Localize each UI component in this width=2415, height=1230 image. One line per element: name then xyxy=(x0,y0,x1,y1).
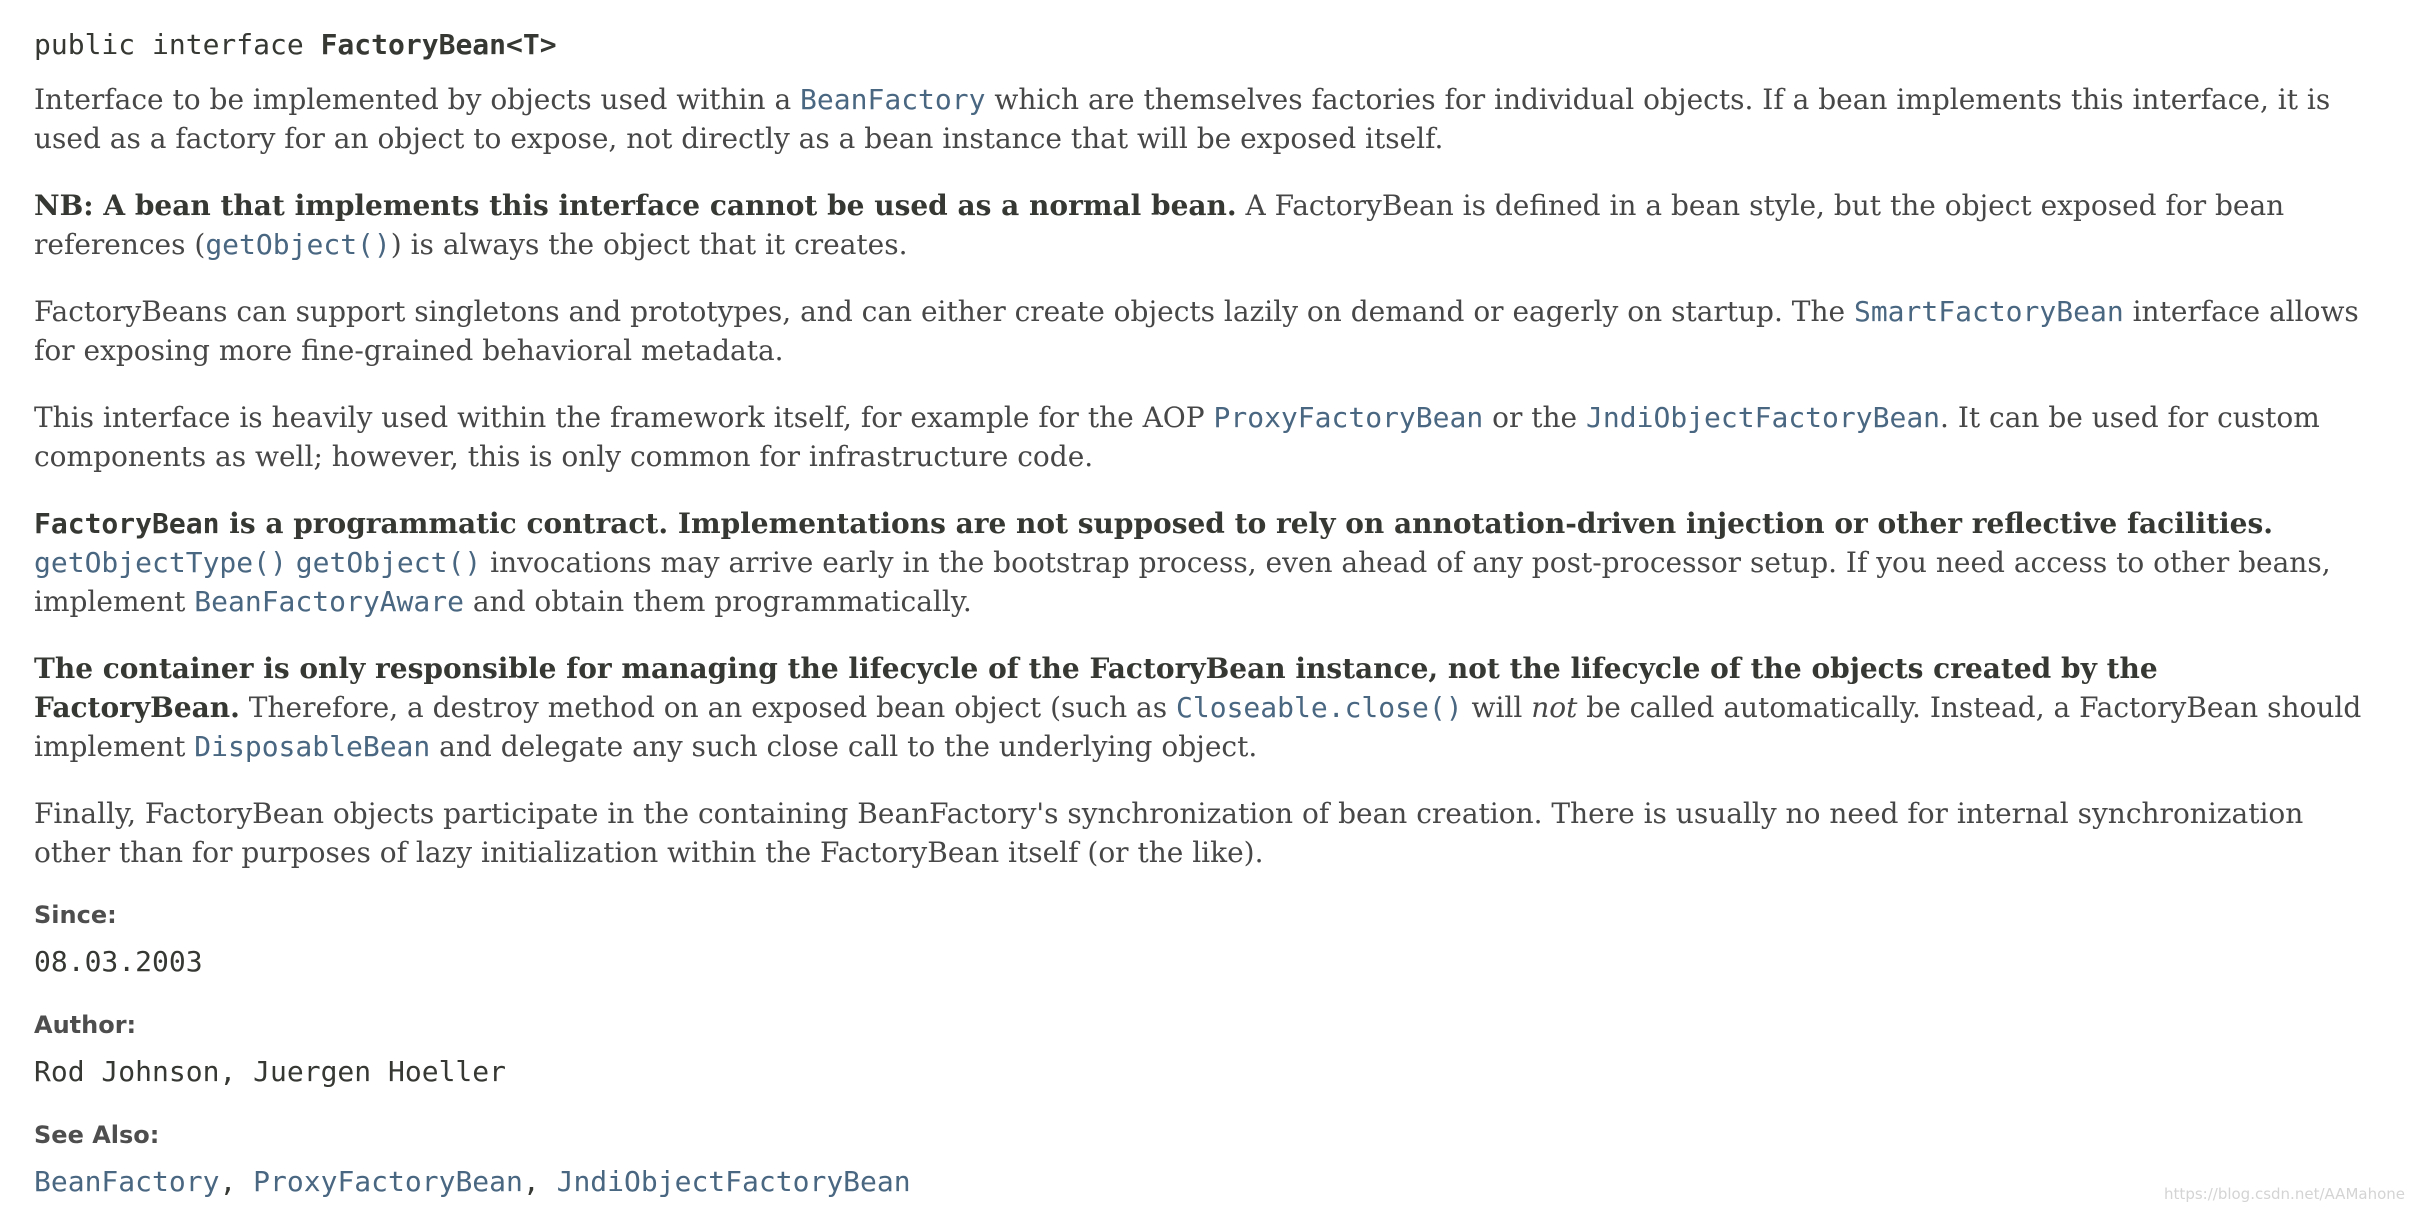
see-also-link-beanfactory[interactable]: BeanFactory xyxy=(34,1165,220,1198)
description-paragraph-1 xyxy=(34,80,2364,158)
class-signature xyxy=(34,22,2364,68)
text-run: interface allows for exposing more fine-grained behavioral metadata. xyxy=(34,295,2359,367)
text-run: invocations may arrive early in the bootstrap process, even ahead of any post-processor setup. If you need access to other beans, implement xyxy=(34,546,2331,618)
separator: , xyxy=(219,1165,254,1198)
link-getobject[interactable]: getObject() xyxy=(295,546,482,579)
description-paragraph-2 xyxy=(34,186,2364,264)
text-run: Therefore, a destroy method on an exposed bean object (such as xyxy=(239,691,1176,724)
bold-contract-note: is a programmatic contract. Implementations are not supposed to rely on annotation-driven injection or other reflective facilities. xyxy=(219,507,2274,540)
text-run: which are themselves factories for individual objects. If a bean implements this interface, it is used as a factory for an object to expose, not directly as a bean instance that will be exposed itself. xyxy=(34,83,2331,155)
text-run: FactoryBeans can support singletons and prototypes, and can either create objects lazily on demand or eagerly on startup. The xyxy=(34,295,1854,328)
text-run: . It can be used for custom components as well; however, this is only common for infrastructure code. xyxy=(34,401,2320,473)
text-run: Interface to be implemented by objects used within a xyxy=(34,83,801,116)
see-also-links xyxy=(34,1164,2364,1200)
link-beanfactoryaware[interactable]: BeanFactoryAware xyxy=(194,585,464,618)
text-run: This interface is heavily used within the framework itself, for example for the AOP xyxy=(34,401,1214,434)
see-also-label: See Also: xyxy=(34,1121,160,1149)
bold-lifecycle-note: The container is only responsible for managing the lifecycle of the FactoryBean instance, not the lifecycle of the objects created by the FactoryBean. xyxy=(34,652,2158,724)
text-run: or the xyxy=(1483,401,1587,434)
author-label: Author: xyxy=(34,1011,137,1039)
see-also-link-proxyfactorybean[interactable]: ProxyFactoryBean xyxy=(253,1165,523,1198)
code-factorybean: FactoryBean xyxy=(34,507,220,540)
link-closeable-close[interactable]: Closeable.close() xyxy=(1176,691,1463,724)
description-paragraph-4 xyxy=(34,398,2364,476)
emphasis-not: not xyxy=(1531,691,1578,724)
link-disposablebean[interactable]: DisposableBean xyxy=(194,730,431,763)
since-label: Since: xyxy=(34,901,117,929)
since-value: 08.03.2003 xyxy=(34,945,203,978)
text-run xyxy=(287,546,296,579)
description-paragraph-6 xyxy=(34,649,2364,766)
text-run: will xyxy=(1462,691,1532,724)
text-run: ) is always the object that it creates. xyxy=(390,228,908,261)
text-run: A FactoryBean is defined in a bean style, but the object exposed for bean references ( xyxy=(34,189,2285,261)
text-run: be called automatically. Instead, a FactoryBean should implement xyxy=(34,691,2362,763)
link-jndiobjectfactorybean[interactable]: JndiObjectFactoryBean xyxy=(1586,401,1941,434)
author-value: Rod Johnson, Juergen Hoeller xyxy=(34,1055,507,1088)
description-paragraph-7 xyxy=(34,794,2364,872)
signature-prefix: public interface xyxy=(34,28,321,61)
text-run: and obtain them programmatically. xyxy=(463,585,972,618)
see-also-link-jndiobjectfactorybean[interactable]: JndiObjectFactoryBean xyxy=(556,1165,911,1198)
link-smartfactorybean[interactable]: SmartFactoryBean xyxy=(1853,295,2124,328)
link-getobject[interactable]: getObject() xyxy=(205,228,391,261)
watermark-text: https://blog.csdn.net/AAMahone xyxy=(2164,1185,2405,1203)
text-run: Finally, FactoryBean objects participate in the containing BeanFactory's synchronization of bean creation. There is usually no need for internal synchronization other than for purposes of lazy initialization within the FactoryBean itself (or the like). xyxy=(34,797,2304,869)
text-run: and delegate any such close call to the underlying object. xyxy=(430,730,1258,763)
separator: , xyxy=(522,1165,557,1198)
signature-type-name: FactoryBean<T> xyxy=(320,28,557,61)
link-beanfactory[interactable]: BeanFactory xyxy=(800,83,986,116)
link-getobjecttype[interactable]: getObjectType() xyxy=(34,546,287,579)
javadoc-description xyxy=(34,22,2364,1230)
link-proxyfactorybean[interactable]: ProxyFactoryBean xyxy=(1213,401,1484,434)
description-paragraph-3 xyxy=(34,292,2364,370)
description-paragraph-5 xyxy=(34,504,2364,621)
bold-note: NB: A bean that implements this interface cannot be used as a normal bean. xyxy=(34,189,1237,222)
